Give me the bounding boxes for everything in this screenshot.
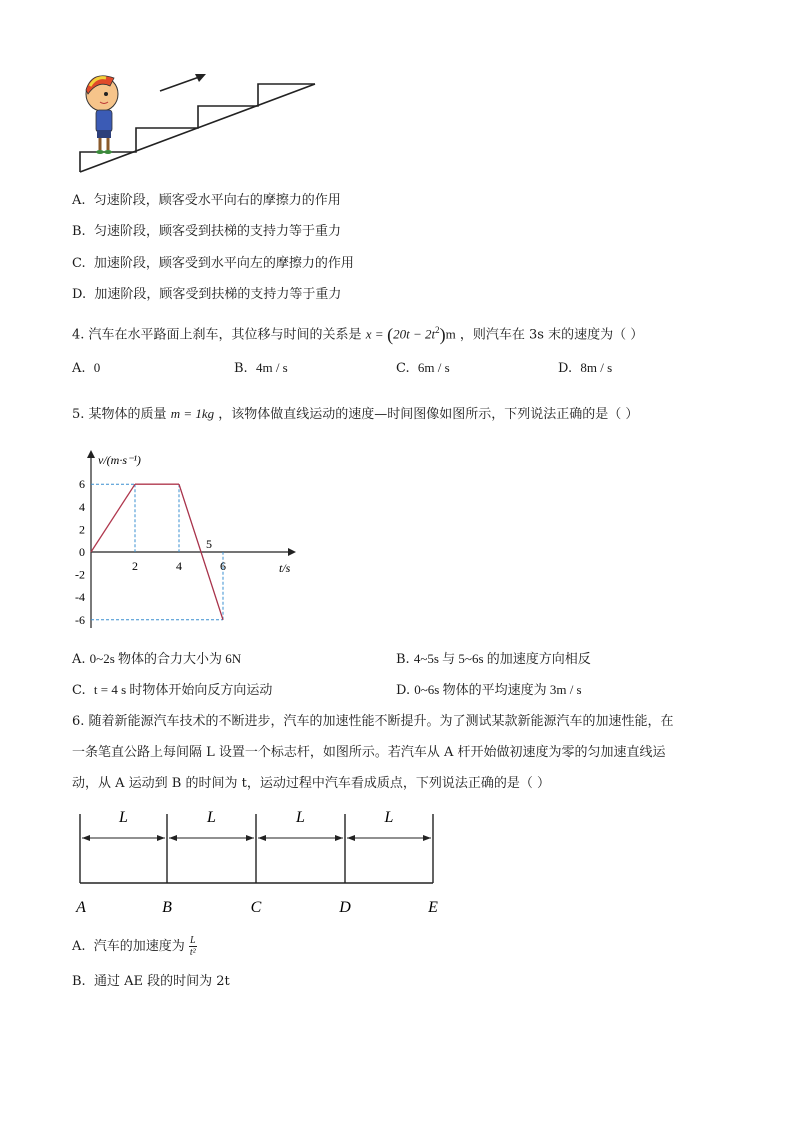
q5-stem (72, 405, 638, 424)
q6-stem-line-2 (72, 744, 666, 762)
option-letter: D. (72, 287, 87, 302)
option-letter: D. (396, 683, 411, 698)
question-number: 4. (72, 327, 85, 343)
pole-label: B (162, 899, 172, 916)
option-letter: C. (396, 361, 410, 376)
option-letter: A. (72, 193, 86, 208)
option-text: 通过 AE 段的时间为 2t (93, 974, 230, 989)
segment-label: L (384, 809, 394, 826)
pole-label: A (76, 899, 86, 916)
option-text: 4m / s (255, 360, 288, 375)
q5-text-after: ，该物体做直线运动的速度—时间图像如图所示，下列说法正确的是（ ） (218, 407, 639, 422)
dimension-arrow-icon (258, 835, 266, 841)
y-tick-label: -4 (75, 590, 85, 605)
q4-option-c (396, 359, 450, 378)
q6-stem-line-1 (72, 713, 674, 731)
option-text: 汽车的加速度为 (93, 939, 185, 954)
pole-label: C (250, 899, 262, 916)
option-letter: A. (72, 939, 86, 954)
q4-text-after: ，则汽车在 3s 末的速度为（ ） (459, 327, 644, 343)
q4-formula-unit: m (445, 326, 456, 342)
x-tick-label: 6 (220, 559, 226, 573)
option-letter: B. (396, 652, 410, 667)
y-axis-arrow-icon (87, 450, 95, 458)
q4-text-before: 汽车在水平路面上刹车，其位移与时间的关系是 (88, 327, 362, 343)
option-text: 0~2s 物体的合力大小为 6N (89, 651, 242, 666)
option-text: 8m / s (580, 360, 613, 375)
q3-option-c (72, 255, 354, 273)
q4-option-b (234, 359, 288, 378)
option-letter: D. (558, 361, 573, 376)
dimension-arrow-icon (157, 835, 165, 841)
y-tick-label: 0 (79, 545, 85, 559)
y-axis-label: v/(m·s⁻¹) (98, 453, 141, 467)
x-axis-label: t/s (279, 561, 291, 575)
fraction-numerator: L (189, 935, 196, 946)
option-letter: C. (72, 683, 86, 698)
option-letter: B. (72, 224, 86, 239)
segment-label: L (119, 809, 128, 826)
q5-option-d (396, 681, 582, 700)
dimension-arrow-icon (423, 835, 431, 841)
dimension-arrow-icon (335, 835, 343, 841)
acceleration-fraction (189, 935, 197, 958)
q3-option-d (72, 286, 341, 304)
marker-poles-diagram (60, 800, 460, 925)
q4-option-d (558, 359, 612, 378)
pole-label: D (339, 899, 351, 916)
dimension-arrow-icon (169, 835, 177, 841)
q6-option-b (72, 973, 230, 991)
option-text: 匀速阶段，顾客受到扶梯的支持力等于重力 (93, 224, 341, 239)
option-text: 6m / s (417, 360, 450, 375)
option-text: 0~6s 物体的平均速度为 3m / s (414, 682, 582, 697)
option-letter: A. (72, 361, 86, 376)
q6-stem-line-3 (72, 775, 550, 793)
fraction-denominator: t² (189, 947, 196, 958)
segment-label: L (296, 809, 305, 826)
q5-text-before: 某物体的质量 (88, 407, 167, 422)
dimension-arrow-icon (347, 835, 355, 841)
q6-line2: 一条笔直公路上每间隔 L 设置一个标志杆，如图所示。若汽车从 A 杆开始做初速度为零的匀加速直线运 (72, 745, 666, 760)
q4-formula-body: 20t − 2t (393, 326, 436, 342)
q3-option-a (72, 192, 341, 210)
x-tick-label: 4 (176, 559, 182, 573)
option-text: 4~5s 与 5~6s 的加速度方向相反 (413, 651, 591, 666)
question-number: 5. (72, 407, 85, 422)
option-letter: B. (72, 974, 86, 989)
option-letter: A. (72, 652, 86, 667)
escalator-figure (70, 66, 330, 176)
series-line-segment (91, 484, 135, 552)
y-tick-label: -2 (75, 567, 85, 582)
q4-option-a (72, 359, 100, 378)
q4-formula-exp: 2 (435, 325, 440, 335)
q3-option-b (72, 223, 341, 241)
y-tick-label: 2 (79, 522, 85, 537)
q5-option-a (72, 650, 241, 669)
option-text: 匀速阶段，顾客受水平向右的摩擦力的作用 (93, 193, 341, 208)
q5-option-b (396, 650, 591, 669)
q5-mass: m = 1kg (170, 406, 215, 421)
y-tick-label: 4 (79, 499, 85, 514)
motion-arrow (160, 76, 202, 91)
option-text: 加速阶段，顾客受到水平向左的摩擦力的作用 (93, 256, 354, 271)
velocity-time-chart (60, 448, 310, 638)
q5-option-c (72, 681, 272, 700)
question-number: 6. (72, 714, 85, 729)
q6-line3: 动，从 A 运动到 B 的时间为 t，运动过程中汽车看成质点，下列说法正确的是（ ） (72, 776, 550, 791)
option-letter: C. (72, 256, 86, 271)
q4-formula-eq: = (375, 326, 383, 342)
q6-option-a (72, 935, 197, 958)
child-on-escalator-icon (86, 76, 118, 154)
option-text: 0 (93, 360, 101, 375)
x-tick-label: 2 (132, 559, 138, 573)
segment-label: L (207, 809, 216, 826)
x-axis-arrow-icon (288, 548, 296, 556)
option-text: t = 4 s 时物体开始向反方向运动 (93, 682, 273, 697)
pole-label: E (428, 899, 438, 916)
q4-stem: 4. 汽车在水平路面上刹车，其位移与时间的关系是 $x = (20t - 2t^2)m$ ，则汽车在 3s 末的速度为（ ） (72, 324, 644, 345)
dimension-arrow-icon (82, 835, 90, 841)
option-letter: B. (234, 361, 248, 376)
option-text: 加速阶段，顾客受到扶梯的支持力等于重力 (94, 287, 342, 302)
y-tick-label: 6 (79, 477, 85, 492)
q4-formula-lhs: x (365, 326, 372, 342)
dimension-arrow-icon (246, 835, 254, 841)
x-tick-label: 5 (206, 537, 212, 551)
q6-line1: 随着新能源汽车技术的不断进步，汽车的加速性能不断提升。为了测试某款新能源汽车的加速性能，在 (88, 714, 674, 729)
y-tick-label: -6 (75, 612, 85, 627)
